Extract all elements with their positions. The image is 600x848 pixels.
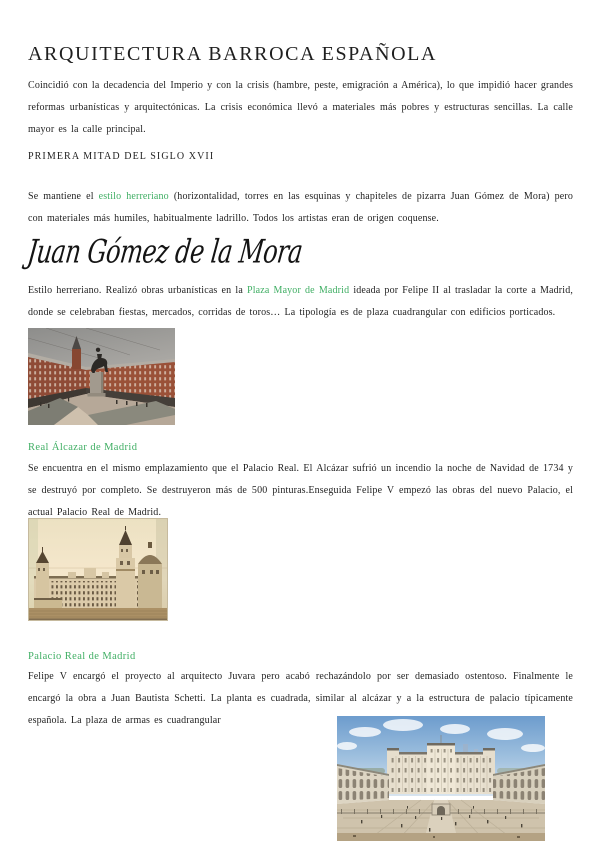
palacio-real-photo [337,716,545,841]
estilo-herreriano-link[interactable]: estilo herreriano [98,191,169,202]
real-alcazar-drawing [28,518,168,621]
paragraph-text: (horizontalidad, torres en las esquinas y chapiteles de pizarra Juan Gómez de Mora) pero con materiales más humiles, habitualmente ladrillo. Todos los artistas eran de origen coquense. [28,191,573,224]
palacio-heading: Palacio Real de Madrid [28,651,136,662]
plaza-mayor-link[interactable]: Plaza Mayor de Madrid [247,285,350,296]
paragraph-text: Estilo herreriano. Realizó obras urbanísticas en la [28,285,248,296]
juan-gomez-signature-heading: Juan Gómez de la Mora [25,233,305,271]
palacio-paragraph: Felipe V encargó el proyecto al arquitecto Juvara pero acabó rechazándolo por ser demasiado ostentoso. Finalmente le encargó la obra a Juan Bautista Schetti. La planta es cuadrada, similar al alcázar y a la estructura de palacio típicamente española. La plaza de armas es cuadrangular [28,671,573,726]
section-heading-primera-mitad: PRIMERA MITAD DEL SIGLO XVII [28,151,215,162]
plaza-mayor-paragraph [28,280,573,324]
palacio-real-photo-graphic [337,716,545,841]
paragraph-text: ideada por Felipe II al trasladar la corte a Madrid, donde se celebraban fiestas, mercados, corridas de toros… La tipología es de plaza cuadrangular con edificios porticados. [28,285,573,318]
alcazar-paragraph: Se encuentra en el mismo emplazamiento que el Palacio Real. El Alcázar sufrió un incendio la noche de Navidad de 1734 y se destruyó por completo. Se destruyeron más de 500 pinturas.Enseguida Felipe V empezó las obras del nuevo Palacio, el actual Palacio Real de Madrid. [28,463,573,518]
alcazar-heading: Real Álcazar de Madrid [28,442,138,453]
intro-paragraph: Coincidió con la decadencia del Imperio y con la crisis (hambre, peste, emigración a América), lo que impidió hacer grandes reformas urbanísticas y arquitectónicas. La crisis económica llevó a materiales más pobres y estructuras sencillas. La calle mayor es la calle principal. [28,80,573,135]
herreriano-paragraph [28,186,573,230]
paragraph-text: Se mantiene el [28,191,99,202]
plaza-mayor-photo-graphic [28,328,175,425]
real-alcazar-drawing-graphic [28,518,168,621]
plaza-mayor-photo [28,328,175,425]
page-title: ARQUITECTURA BARROCA ESPAÑOLA [28,43,438,66]
